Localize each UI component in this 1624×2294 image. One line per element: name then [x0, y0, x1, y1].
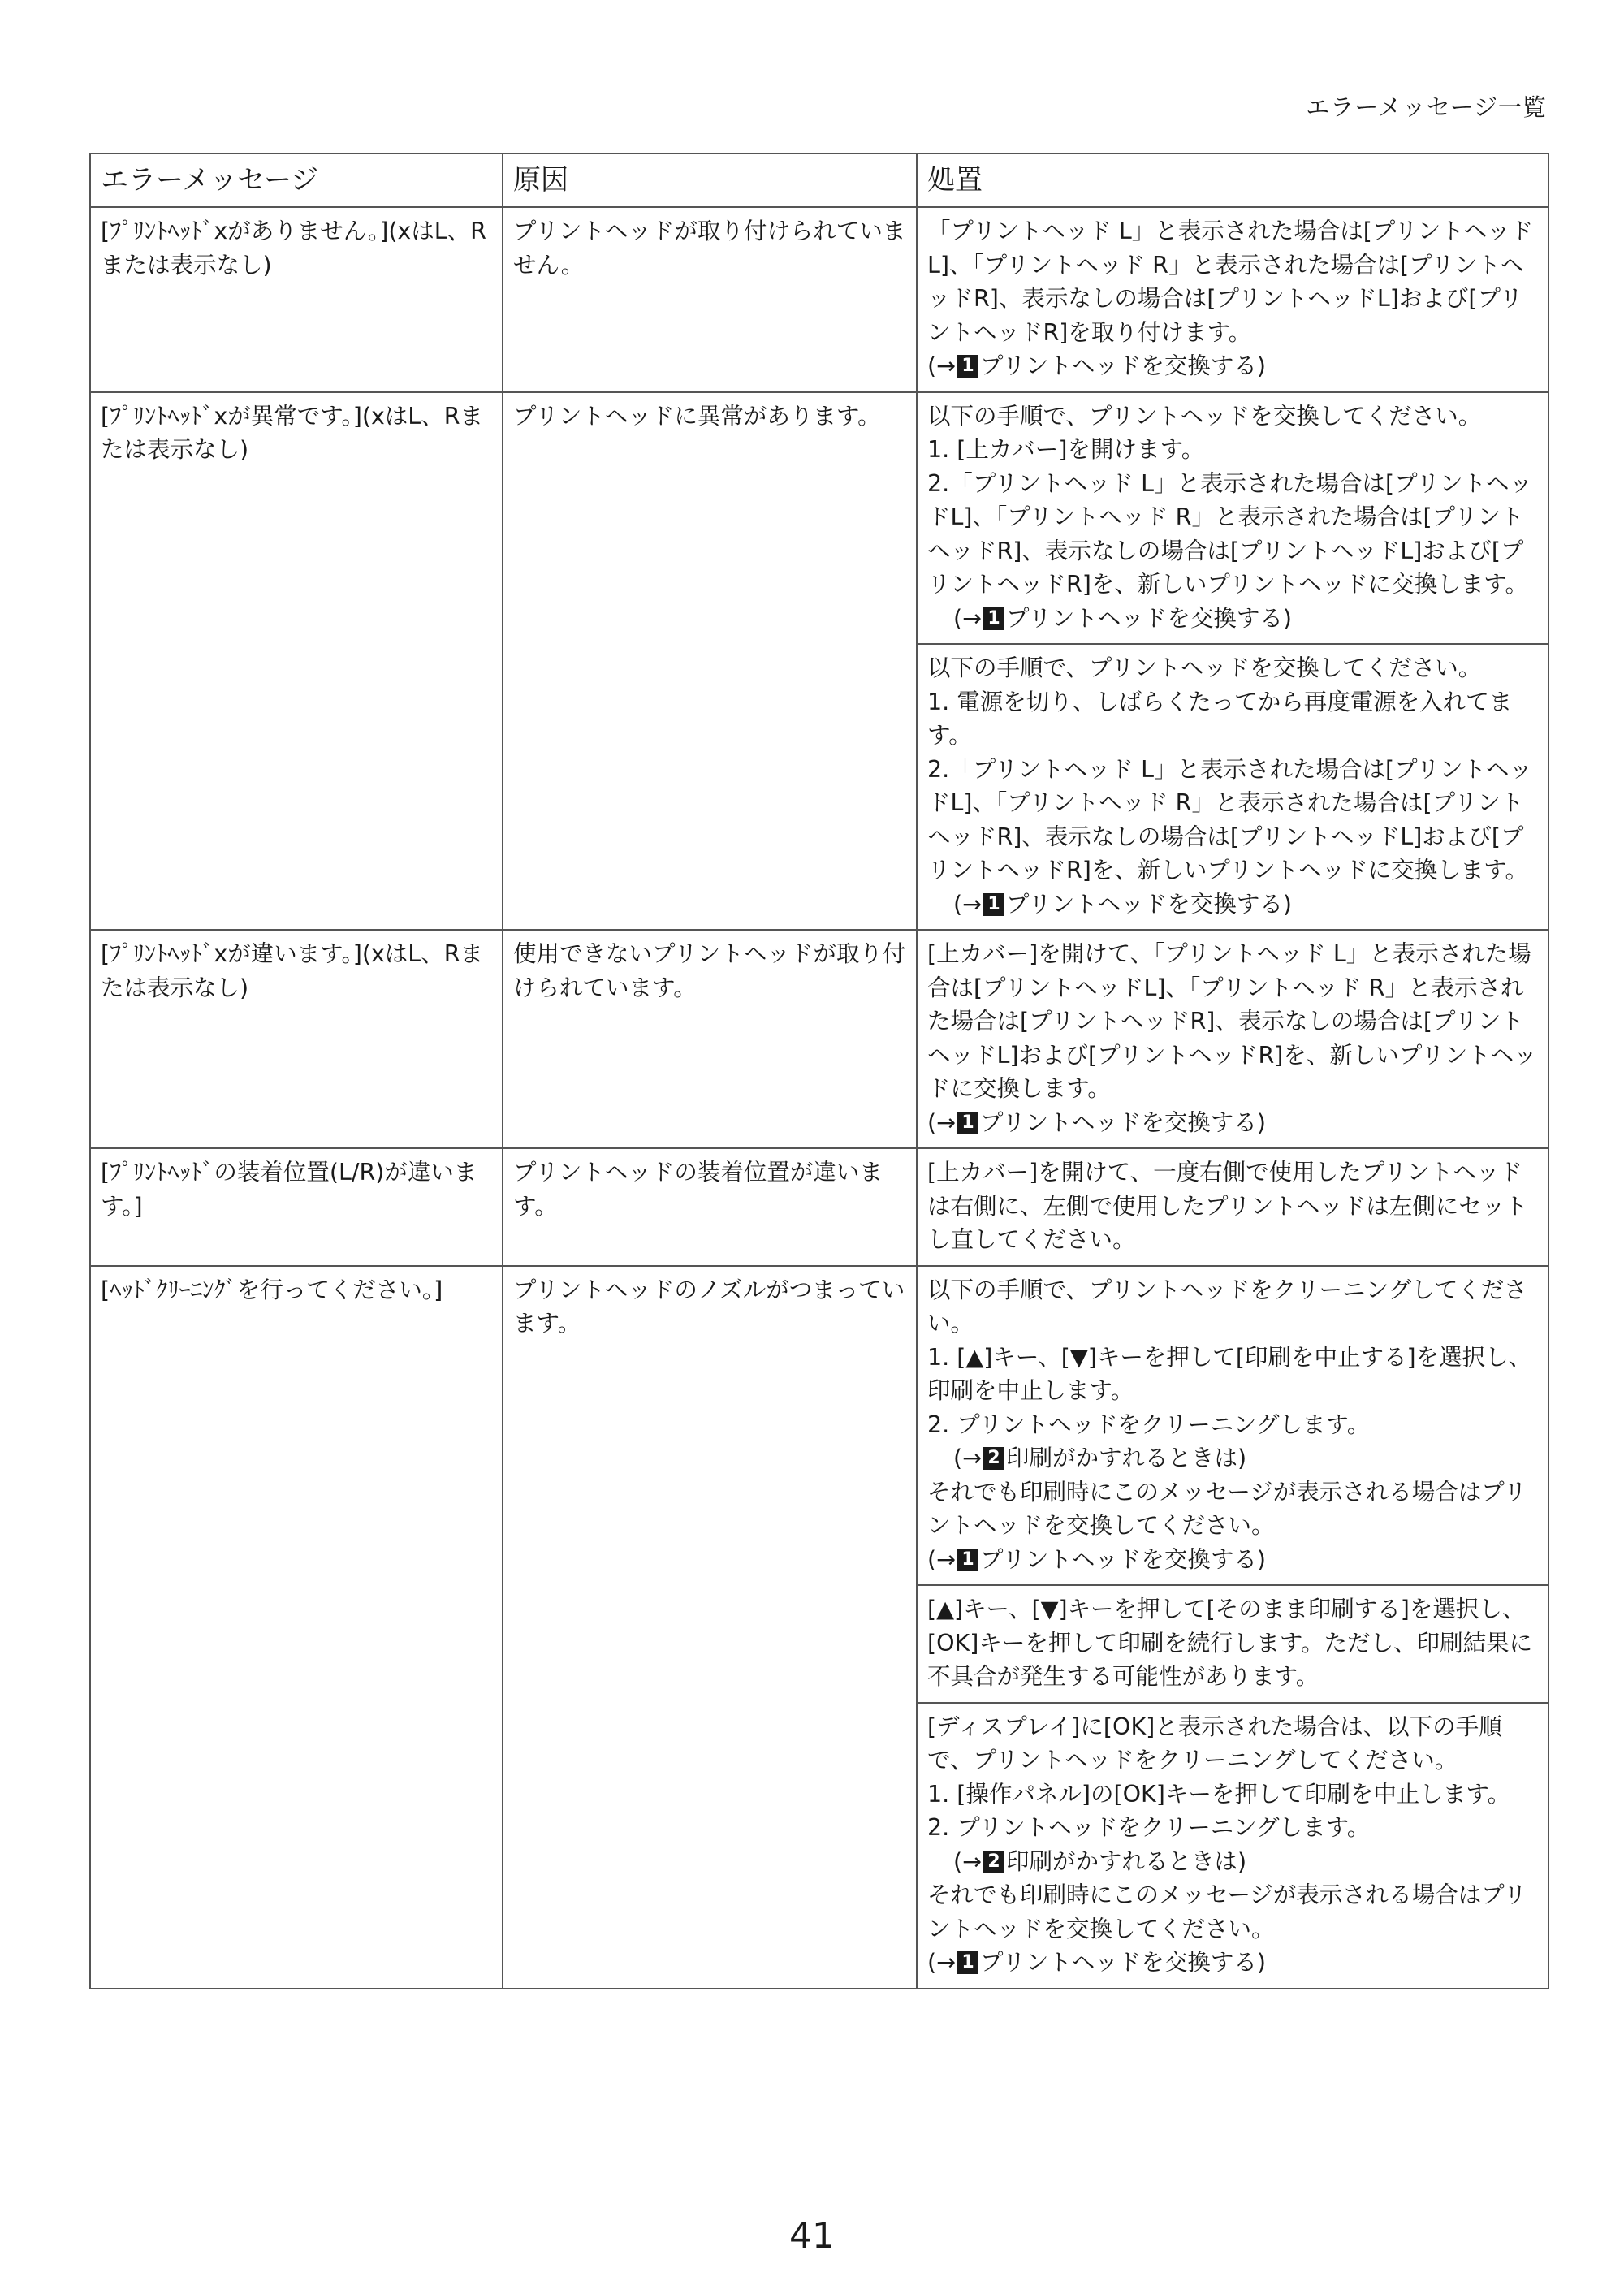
message-cell [90, 392, 503, 931]
action-text: 以下の手順で、プリントヘッドを交換してください。 1. 電源を切り、しばらくたってから再度電源を入れてます。 2.「プリントヘッド L」と表示された場合は[プリントヘッドL]、「プリントヘッド R」と表示された場合は[プリントヘッドR]、表示なしの場合は[プリントヘッドL]および[プリントヘッドR]を、新しいプリントヘッドに交換します。 [927, 655, 1532, 883]
reference-number-badge: 1 [983, 607, 1004, 630]
action-text: 「プリントヘッド L」と表示された場合は[プリントヘッドL]、「プリントヘッド R」と表示された場合は[プリントヘッドR]、表示なしの場合は[プリントヘッドL]および[プリントヘッドR]を取り付けます。 [927, 218, 1534, 346]
cause-cell [503, 1266, 917, 1989]
action-text-after: それでも印刷時にこのメッセージが表示される場合はプリントヘッドを交換してください。 [927, 1881, 1527, 1942]
reference-prefix: (→ [927, 1545, 956, 1573]
running-header: エラーメッセージ一覧 [1306, 93, 1547, 121]
cause-cell [503, 392, 917, 931]
reference-link[interactable] [927, 1441, 1540, 1475]
reference-link[interactable] [927, 1543, 1540, 1577]
reference-prefix: (→ [927, 1949, 956, 1976]
action-cell [917, 207, 1548, 392]
reference-number-badge: 1 [957, 355, 978, 378]
cause-cell [503, 207, 917, 392]
error-message-text: [ﾌﾟﾘﾝﾄﾍｯﾄﾞxが異常です。](xはL、Rまたは表示なし) [101, 402, 483, 463]
reference-label: プリントヘッドを交換する) [1006, 604, 1292, 632]
table-row [90, 1148, 1548, 1266]
reference-label: 印刷がかすれるときは) [1006, 1847, 1247, 1875]
table-header-row [90, 153, 1548, 207]
reference-prefix: (→ [953, 1847, 982, 1875]
reference-label: 印刷がかすれるときは) [1006, 1445, 1247, 1471]
cause-text: プリントヘッドに異常があります。 [513, 402, 881, 430]
action-text: 以下の手順で、プリントヘッドを交換してください。 1. [上カバー]を開けます。 2.「プリントヘッド L」と表示された場合は[プリントヘッドL]、「プリントヘッド R」と表示された場合は[プリントヘッドR]、表示なしの場合は[プリントヘッドL]および[プリントヘッドR]を、新しいプリントヘッドに交換します。 [927, 402, 1532, 598]
action-cell [917, 392, 1548, 645]
table-row [90, 1266, 1548, 1586]
reference-prefix: (→ [953, 604, 982, 632]
error-message-table [89, 153, 1549, 1989]
error-message-text: [ﾌﾟﾘﾝﾄﾍｯﾄﾞxが違います。](xはL、Rまたは表示なし) [101, 940, 483, 1001]
action-cell [917, 1266, 1548, 1586]
action-cell [917, 644, 1548, 930]
reference-link[interactable] [927, 349, 1540, 383]
reference-link[interactable] [927, 1106, 1540, 1140]
cause-cell [503, 1148, 917, 1266]
reference-link[interactable] [927, 1845, 1540, 1879]
cause-text: プリントヘッドのノズルがつまっています。 [513, 1276, 905, 1337]
page-number: 41 [789, 2215, 835, 2257]
reference-label: プリントヘッドを交換する) [1006, 890, 1292, 918]
reference-prefix: (→ [927, 1108, 956, 1136]
action-text: 以下の手順で、プリントヘッドをクリーニングしてください。 1. [▲]キー、[▼]キーを押して[印刷を中止する]を選択し、印刷を中止します。 2. プリントヘッドをクリーニングします。 [927, 1276, 1532, 1438]
header-action: 処置 [917, 153, 1548, 207]
action-cell [917, 930, 1548, 1148]
header-cause: 原因 [503, 153, 917, 207]
reference-number-badge: 2 [983, 1851, 1004, 1873]
action-text: [上カバー]を開けて、一度右側で使用したプリントヘッドは右側に、左側で使用したプリントヘッドは左側にセットし直してください。 [927, 1159, 1528, 1253]
reference-link[interactable] [927, 888, 1540, 922]
table-row [90, 392, 1548, 645]
reference-link[interactable] [927, 1946, 1540, 1980]
reference-prefix: (→ [927, 352, 956, 379]
action-text-after: それでも印刷時にこのメッセージが表示される場合はプリントヘッドを交換してください。 [927, 1478, 1527, 1539]
cause-text: プリントヘッドが取り付けられていません。 [513, 218, 906, 279]
reference-label: プリントヘッドを交換する) [980, 1545, 1266, 1573]
table-row [90, 930, 1548, 1148]
table-row [90, 207, 1548, 392]
reference-number-badge: 1 [957, 1951, 978, 1974]
action-cell [917, 1585, 1548, 1703]
header-error-message: エラーメッセージ [90, 153, 503, 207]
reference-number-badge: 1 [983, 893, 1004, 916]
action-text: [▲]キー、[▼]キーを押して[そのまま印刷する]を選択し、[OK]キーを押して印刷を続行します。ただし、印刷結果に不具合が発生する可能性があります。 [927, 1596, 1533, 1690]
reference-label: プリントヘッドを交換する) [980, 1108, 1266, 1136]
message-cell [90, 930, 503, 1148]
reference-number-badge: 1 [957, 1549, 978, 1571]
error-message-text: [ﾌﾟﾘﾝﾄﾍｯﾄﾞの装着位置(L/R)が違います。] [101, 1159, 477, 1220]
reference-link[interactable] [927, 602, 1540, 636]
reference-label: プリントヘッドを交換する) [980, 352, 1266, 379]
reference-prefix: (→ [953, 890, 982, 918]
action-text: [上カバー]を開けて、「プリントヘッド L」と表示された場合は[プリントヘッドL]、「プリントヘッド R」と表示された場合は[プリントヘッドR]、表示なしの場合は[プリントヘッドL]および[プリントヘッドR]を、新しいプリントヘッドに交換します。 [927, 940, 1537, 1102]
reference-prefix: (→ [953, 1445, 982, 1471]
message-cell [90, 1266, 503, 1989]
action-cell [917, 1703, 1548, 1989]
cause-text: プリントヘッドの装着位置が違います。 [513, 1159, 883, 1220]
cause-cell [503, 930, 917, 1148]
reference-number-badge: 2 [983, 1447, 1004, 1470]
action-text: [ディスプレイ]に[OK]と表示された場合は、以下の手順で、プリントヘッドをクリーニングしてください。 1. [操作パネル]の[OK]キーを押して印刷を中止します。 2. プリントヘッドをクリーニングします。 [927, 1713, 1511, 1841]
error-message-text: [ﾍｯﾄﾞｸﾘｰﾆﾝｸﾞを行ってください。] [101, 1276, 443, 1303]
message-cell [90, 207, 503, 392]
reference-label: プリントヘッドを交換する) [980, 1949, 1266, 1976]
cause-text: 使用できないプリントヘッドが取り付けられています。 [513, 940, 906, 1001]
error-message-text: [ﾌﾟﾘﾝﾄﾍｯﾄﾞxがありません。](xはL、Rまたは表示なし) [101, 218, 486, 279]
reference-number-badge: 1 [957, 1112, 978, 1134]
action-cell [917, 1148, 1548, 1266]
message-cell [90, 1148, 503, 1266]
